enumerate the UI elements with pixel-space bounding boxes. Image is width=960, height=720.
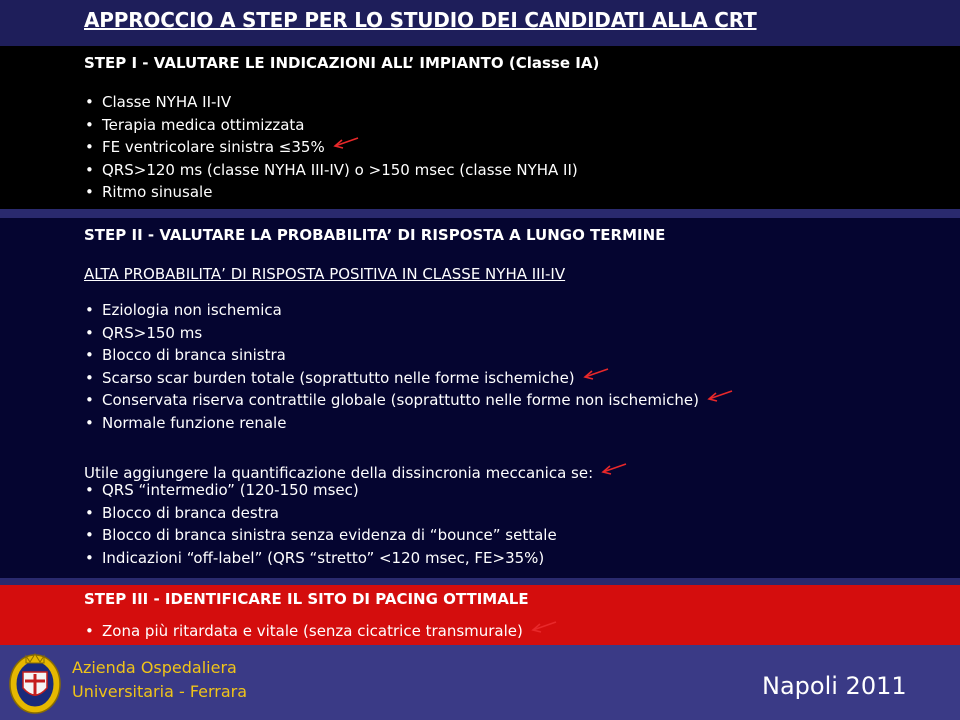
list-item: • Blocco di branca sinistra senza evidenza di “bounce” settale xyxy=(84,524,557,547)
separator xyxy=(0,578,960,585)
step1-heading: STEP I - VALUTARE LE INDICAZIONI ALL’ IMPIANTO (Classe IA) xyxy=(84,54,600,72)
list-item: • Terapia medica ottimizzata xyxy=(84,114,578,137)
red-arrow-icon xyxy=(601,462,627,476)
step2-heading: STEP II - VALUTARE LA PROBABILITA’ DI RISPOSTA A LUNGO TERMINE xyxy=(84,226,666,244)
list-item: • Indicazioni “off-label” (QRS “stretto” <120 msec, FE>35%) xyxy=(84,547,557,570)
list-item: • Eziologia non ischemica xyxy=(84,299,733,322)
list-item: • Normale funzione renale xyxy=(84,412,733,435)
list-item: • Scarso scar burden totale (soprattutto nelle forme ischemiche) xyxy=(84,367,733,390)
list-item: • Conservata riserva contrattile globale (soprattutto nelle forme non ischemiche) xyxy=(84,389,733,412)
hospital-crest-icon xyxy=(8,650,62,714)
list-item: • Blocco di branca sinistra xyxy=(84,344,733,367)
list-item: • QRS “intermedio” (120-150 msec) xyxy=(84,479,557,502)
list-item: • Zona più ritardata e vitale (senza cicatrice transmurale) xyxy=(84,620,557,643)
dyssync-intro: Utile aggiungere la quantificazione della dissincronia meccanica se: xyxy=(84,462,627,482)
step3-heading: STEP III - IDENTIFICARE IL SITO DI PACING OTTIMALE xyxy=(84,590,529,608)
list-item: • FE ventricolare sinistra ≤35% xyxy=(84,136,578,159)
slide-title: APPROCCIO A STEP PER LO STUDIO DEI CANDIDATI ALLA CRT xyxy=(84,8,757,32)
org-name-line2: Universitaria - Ferrara xyxy=(72,682,248,701)
red-arrow-icon xyxy=(583,367,609,381)
step1-list xyxy=(84,91,578,204)
list-item: • Classe NYHA II-IV xyxy=(84,91,578,114)
list-item: • QRS>120 ms (classe NYHA III-IV) o >150 msec (classe NYHA II) xyxy=(84,159,578,182)
dyssync-list xyxy=(84,479,557,569)
org-name-line1: Azienda Ospedaliera xyxy=(72,658,237,677)
list-item: • Blocco di branca destra xyxy=(84,502,557,525)
place-year: Napoli 2011 xyxy=(762,672,907,700)
red-arrow-icon xyxy=(333,136,359,150)
list-item: • QRS>150 ms xyxy=(84,322,733,345)
list-item: • Ritmo sinusale xyxy=(84,181,578,204)
red-arrow-icon xyxy=(531,620,557,634)
step3-list xyxy=(84,620,557,643)
step2-list xyxy=(84,299,733,435)
separator xyxy=(0,209,960,218)
step2-subheading: ALTA PROBABILITA’ DI RISPOSTA POSITIVA IN CLASSE NYHA III-IV xyxy=(84,265,566,283)
red-arrow-icon xyxy=(707,389,733,403)
